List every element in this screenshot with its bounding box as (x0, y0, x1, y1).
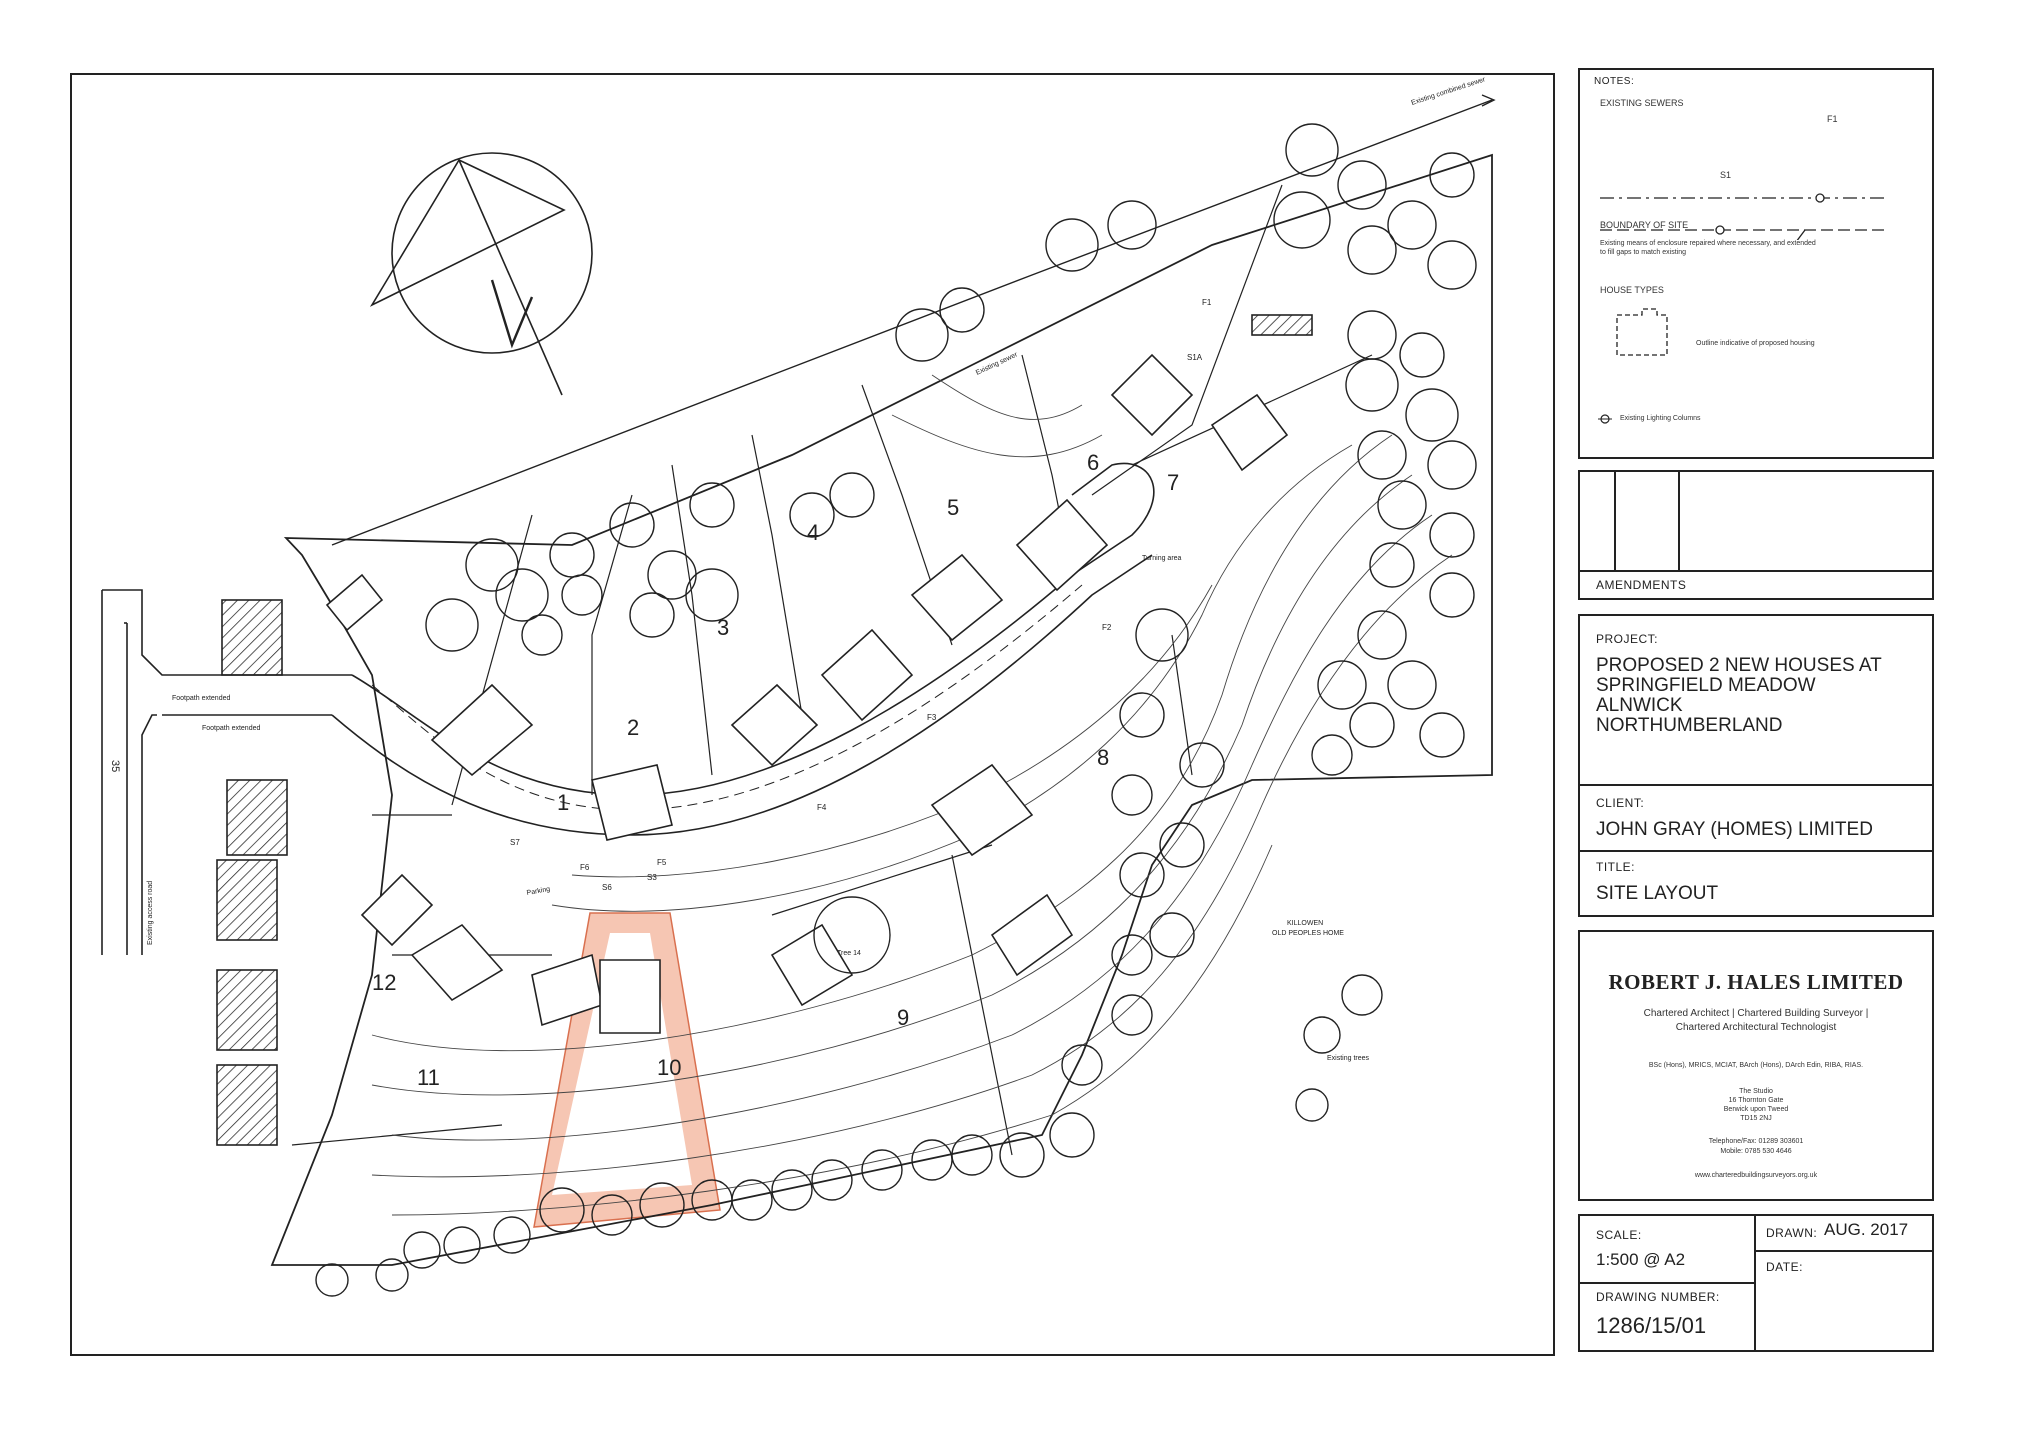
plot-number: 12 (372, 970, 397, 995)
footpath-label: Footpath extended (202, 725, 261, 732)
killowen-label: OLD PEOPLES HOME (1272, 930, 1344, 937)
firm-line: Chartered Architect | Chartered Building Surveyor | (1643, 1008, 1869, 1019)
sewer-point-label: S1A (1187, 353, 1203, 362)
drawing-number-label: DRAWING NUMBER: (1596, 1290, 1720, 1304)
plot-number: 7 (1167, 470, 1180, 495)
turning-area-label: Turning area (1142, 555, 1182, 562)
sewer-f1-label: F1 (1827, 114, 1838, 124)
project-line: ALNWICK (1596, 695, 1683, 716)
drawn-value: AUG. 2017 (1824, 1220, 1909, 1239)
scale-label: SCALE: (1596, 1228, 1642, 1242)
project-line: PROPOSED 2 NEW HOUSES AT (1596, 655, 1882, 676)
plot-number: 6 (1087, 450, 1100, 475)
plot-number: 2 (627, 715, 640, 740)
plot-number: 3 (717, 615, 730, 640)
sewer-point-label: F3 (927, 713, 937, 722)
plot-number: 5 (947, 495, 960, 520)
firm-quals: BSc (Hons), MRICS, MCIAT, BArch (Hons), DArch Edin, RIBA, RIAS. (1648, 1062, 1864, 1069)
combined-sewer-label: Existing combined sewer (1410, 76, 1487, 107)
site-plan (72, 75, 1553, 1354)
lighting-text: Existing Lighting Columns (1620, 415, 1701, 422)
firm-name: ROBERT J. HALES LIMITED (1608, 970, 1904, 994)
firm-address: The Studio (1739, 1088, 1773, 1095)
amendments-panel (1578, 470, 1934, 600)
firm-website: www.charteredbuildingsurveyors.org.uk (1694, 1172, 1818, 1179)
sewer-point-label: S7 (510, 838, 520, 847)
date-label: DATE: (1766, 1260, 1803, 1274)
sewer-point-label: S3 (647, 873, 657, 882)
project-label: PROJECT: (1596, 632, 1659, 646)
existing-sewers-label: EXISTING SEWERS (1600, 98, 1684, 108)
trees-label: Existing trees (1327, 1055, 1370, 1062)
firm-mobile: Mobile: 0785 530 4646 (1720, 1148, 1792, 1155)
client-label: CLIENT: (1596, 796, 1645, 810)
plot-number: 11 (417, 1065, 440, 1090)
house-types-heading: HOUSE TYPES (1600, 285, 1664, 295)
notes-heading: NOTES: (1594, 76, 1635, 87)
client-value: JOHN GRAY (HOMES) LIMITED (1596, 819, 1873, 840)
amendments-label: AMENDMENTS (1596, 578, 1687, 592)
access-road-label: Existing access road (147, 880, 154, 945)
plot-number: 4 (807, 520, 820, 545)
killowen-label: KILLOWEN (1287, 920, 1324, 927)
sewer-point-label: S6 (602, 883, 612, 892)
boundary-text: Existing means of enclosure repaired where necessary, and extended (1600, 240, 1816, 247)
sewer-point-label: F6 (580, 863, 590, 872)
firm-address: TD15 2NJ (1740, 1115, 1772, 1122)
firm-telephone: Telephone/Fax: 01289 303601 (1708, 1138, 1804, 1145)
parking-label: Parking (526, 885, 551, 897)
tree-14-label: Tree 14 (837, 950, 861, 957)
plot-number: 10 (657, 1055, 682, 1080)
sewer-point-label: F1 (1202, 298, 1212, 307)
boundary-text: to fill gaps to match existing (1600, 249, 1686, 256)
firm-panel (1578, 930, 1934, 1201)
sewer-label: Existing sewer (974, 351, 1019, 377)
drawing-info-panel (1578, 1214, 1934, 1352)
drawing-number-value: 1286/15/01 (1596, 1313, 1707, 1338)
site-plan-frame (70, 73, 1555, 1356)
sewer-arrow-icon (1482, 95, 1494, 106)
plot-number: 9 (897, 1005, 910, 1030)
road-number-label: 35 (109, 760, 121, 773)
firm-address: 16 Thornton Gate (1728, 1097, 1784, 1104)
house-outlines (327, 355, 1287, 1033)
title-value: SITE LAYOUT (1596, 883, 1719, 904)
firm-line: Chartered Architectural Technologist (1675, 1022, 1837, 1033)
house-outline-icon (1612, 305, 1672, 365)
title-label: TITLE: (1596, 860, 1636, 874)
sewer-point-label: F2 (1102, 623, 1112, 632)
project-line: SPRINGFIELD MEADOW (1596, 675, 1816, 696)
footpath-label: Footpath extended (172, 695, 231, 702)
plot-number: 8 (1097, 745, 1110, 770)
project-panel (1578, 614, 1934, 917)
contour-lines (372, 375, 1452, 1215)
north-arrow-icon (372, 153, 592, 395)
boundary-heading: BOUNDARY OF SITE (1600, 220, 1689, 230)
firm-address: Berwick upon Tweed (1723, 1106, 1789, 1113)
house-types-text: Outline indicative of proposed housing (1696, 340, 1815, 347)
project-line: NORTHUMBERLAND (1596, 715, 1783, 736)
lighting-column-icon (1598, 412, 1612, 426)
scale-value: 1:500 @ A2 (1596, 1250, 1686, 1269)
sewer-point-label: F4 (817, 803, 827, 812)
notes-panel (1578, 68, 1934, 459)
drawn-label: DRAWN: (1766, 1226, 1818, 1240)
plot-number: 1 (557, 790, 570, 815)
sewer-point-label: F5 (657, 858, 667, 867)
sewer-s1-label: S1 (1720, 170, 1732, 180)
